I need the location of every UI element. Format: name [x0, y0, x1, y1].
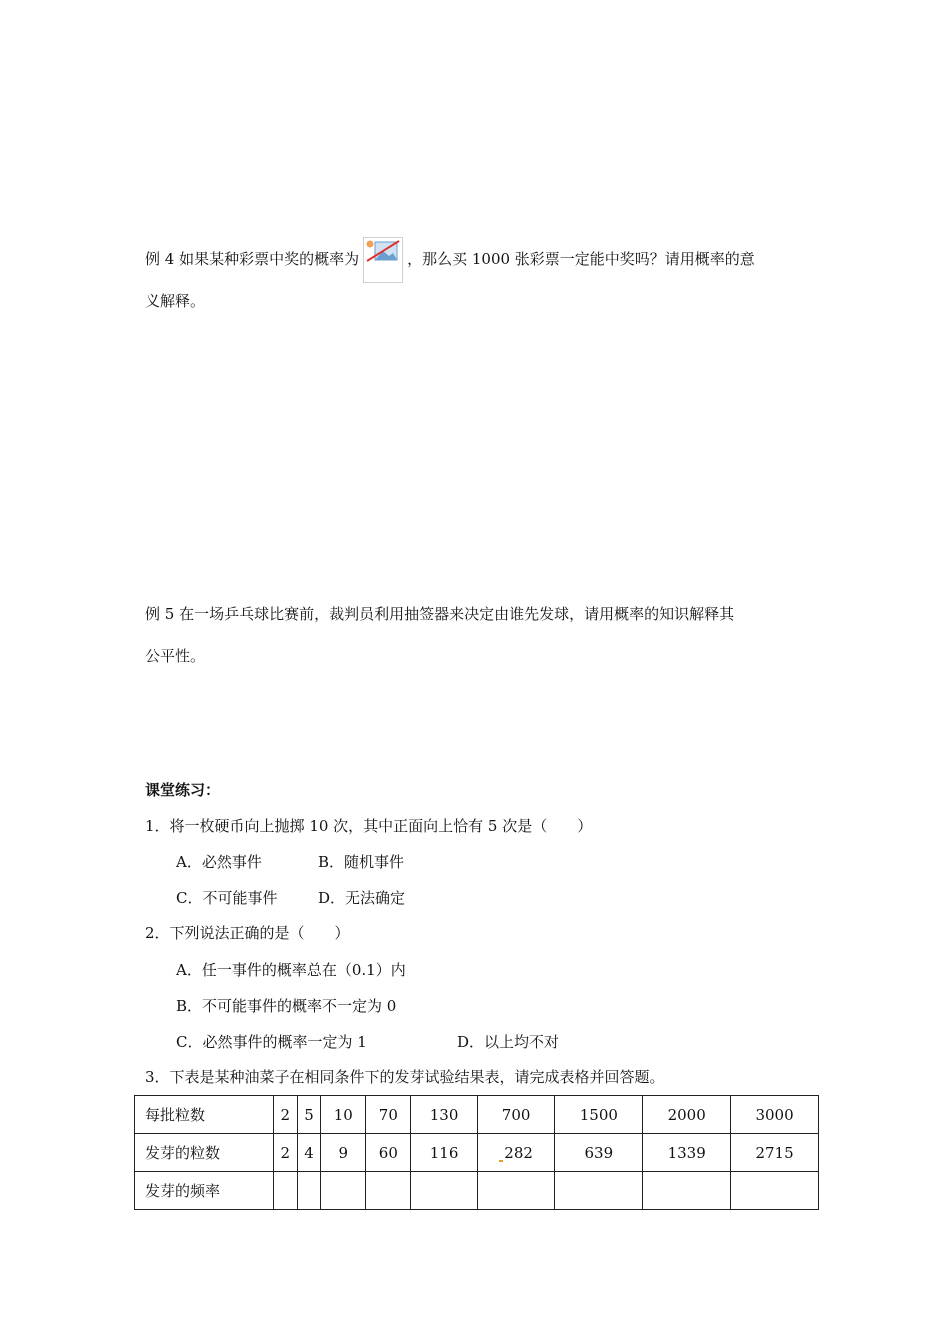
question-2-option-b: B．不可能事件的概率不一定为 0: [176, 997, 397, 1015]
example-4-line-1: [145, 237, 755, 283]
table-row-frequency: [135, 1172, 819, 1210]
example-4-text-a: 例 4 如果某种彩票中奖的概率为: [145, 250, 360, 268]
row-label-frequency: 发芽的频率: [135, 1172, 274, 1210]
batch-cell: 700: [477, 1096, 555, 1134]
frequency-cell: [643, 1172, 731, 1210]
batch-cell: 70: [366, 1096, 411, 1134]
question-1-stem: 1．将一枚硬币向上抛掷 10 次，其中正面向上恰有 5 次是（ ）: [145, 817, 593, 835]
frequency-cell: [366, 1172, 411, 1210]
table-row-batch: [135, 1096, 819, 1134]
frequency-cell: [731, 1172, 819, 1210]
edit-marker-icon: [499, 1160, 503, 1162]
table-row-germinated: [135, 1134, 819, 1172]
germinated-cell: 1339: [643, 1134, 731, 1172]
example-4-text-b: ，那么买 1000 张彩票一定能中奖吗？请用概率的意: [407, 250, 755, 268]
germinated-cell: 2715: [731, 1134, 819, 1172]
germinated-cell: [477, 1134, 555, 1172]
practice-heading: 课堂练习：: [145, 781, 221, 799]
batch-cell: 2: [274, 1096, 298, 1134]
batch-cell: 5: [297, 1096, 321, 1134]
question-1-option-c: C．不可能事件: [176, 889, 278, 907]
frequency-cell: [477, 1172, 555, 1210]
germinated-cell: 60: [366, 1134, 411, 1172]
example-5-line-1: 例 5 在一场乒乓球比赛前，裁判员利用抽签器来决定由谁先发球，请用概率的知识解释其: [145, 605, 735, 623]
batch-cell: 3000: [731, 1096, 819, 1134]
example-5-line-2: 公平性。: [145, 647, 206, 665]
row-label-germinated: 发芽的粒数: [135, 1134, 274, 1172]
question-3-stem: 3．下表是某种油菜子在相同条件下的发芽试验结果表，请完成表格并回答题。: [145, 1068, 665, 1086]
question-2-option-a: A．任一事件的概率总在（0.1）内: [176, 961, 406, 979]
germination-table: [134, 1095, 819, 1210]
frequency-cell: [274, 1172, 298, 1210]
batch-cell: 2000: [643, 1096, 731, 1134]
germinated-cell: 9: [321, 1134, 366, 1172]
question-2-option-c: C．必然事件的概率一定为 1: [176, 1033, 367, 1051]
germinated-cell: 116: [411, 1134, 477, 1172]
example-4-line-2: 义解释。: [145, 292, 206, 310]
batch-cell: 130: [411, 1096, 477, 1134]
frequency-cell: [297, 1172, 321, 1210]
germinated-value: 282: [504, 1143, 533, 1162]
batch-cell: 1500: [555, 1096, 643, 1134]
germinated-cell: 2: [274, 1134, 298, 1172]
frequency-cell: [411, 1172, 477, 1210]
broken-image-icon: [363, 237, 403, 283]
question-2-option-d: D．以上均不对: [457, 1033, 560, 1051]
question-2-stem: 2．下列说法正确的是（ ）: [145, 924, 350, 942]
question-1-option-b: B．随机事件: [318, 853, 405, 871]
germinated-cell: 4: [297, 1134, 321, 1172]
frequency-cell: [321, 1172, 366, 1210]
batch-cell: 10: [321, 1096, 366, 1134]
question-1-option-a: A．必然事件: [176, 853, 262, 871]
frequency-cell: [555, 1172, 643, 1210]
germinated-cell: 639: [555, 1134, 643, 1172]
question-1-option-d: D．无法确定: [318, 889, 406, 907]
row-label-batch: 每批粒数: [135, 1096, 274, 1134]
